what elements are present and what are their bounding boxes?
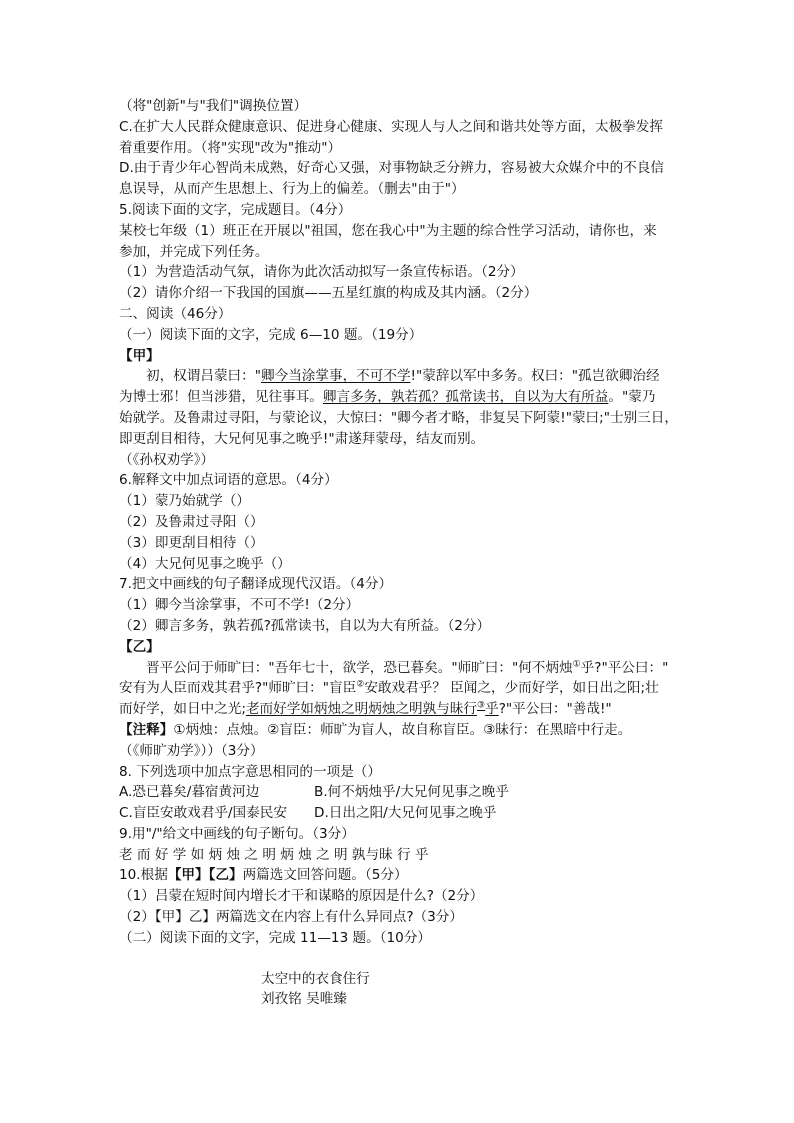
question-8-options [119,803,694,824]
passage-text: 安有为人臣而戏其君乎?"师旷曰："盲臣 [119,680,357,697]
document-page [119,96,694,1010]
question-text: 10.根据 [119,867,168,884]
text-line: 着重要作用。（将"实现"改为"推动"） [119,139,342,156]
passage-jia-line: 即更刮目相待，大兄何见事之晚乎!"肃遂拜蒙母，结友而别。 [119,430,485,447]
footnote-marker: ② [356,679,365,690]
text-line: 某校七年级（1）班正在开展以"祖国，您在我心中"为主题的综合性学习活动，请你也，来 [119,222,657,239]
question-5-task-2: （2）请你介绍一下我国的国旗——五星红旗的构成及其内涵。（2分） [119,285,538,302]
question-10-heading [119,865,694,886]
question-7-heading: 7.把文中画线的句子翻译成现代汉语。（4分） [119,576,393,593]
text-line: 息误导，从而产生思想上、行为上的偏差。（删去"由于"） [119,181,465,198]
underlined-sentence: 老而好学如炳烛之明炳烛之明孰与昧行 [245,701,478,718]
option-d: D.日出之阳/大兄何见事之晚乎 [314,805,497,822]
passage-text: 安敢戏君乎？ 臣闻之，少而好学，如日出之阳;壮 [364,680,659,697]
passage-jia-line [119,387,694,408]
passage-source: （《师旷劝学》））（3分） [119,742,264,759]
subsection-heading: （一）阅读下面的文字，完成 6—10 题。（19分） [119,326,423,343]
underlined-sentence: 乎 [485,701,499,718]
underlined-sentence: 卿今当涂掌事，不可不学 [261,368,411,385]
question-6-item: （3）即更刮目相待（） [119,534,264,551]
footnote-marker: ③ [477,700,486,711]
passage-yi-line [119,658,694,679]
underlined-sentence: 卿言多务，孰若孤？孤常读书，自以为大有所益 [322,389,609,406]
passage-text: ?"平公曰："善哉!" [498,701,612,718]
passage-jia-line [119,366,694,387]
question-text: 【甲】【乙】 [167,867,243,884]
passage-text: 而好学，如日中之光; [119,701,246,718]
question-9-sentence: 老 而 好 学 如 炳 烛 之 明 炳 烛 之 明 孰与昧 行 乎 [119,846,429,863]
question-9-heading: 9.用"/"给文中画线的句子断句。（3分） [119,825,355,842]
subsection-heading: （二）阅读下面的文字，完成 11—13 题。（10分） [119,929,432,946]
option-c: C.盲臣安敢戏君乎/国泰民安 [119,805,287,822]
passage-jia-line: 始就学。及鲁肃过寻阳，与蒙论议，大惊曰："卿今者才略，非复吴下阿蒙!"蒙曰;"士别三日， [119,409,678,426]
passage-text: 乎?"平公曰：" [580,659,669,676]
passage-text: 晋平公问于师旷曰："吾年七十，欲学，恐已暮矣。"师旷曰："何不炳烛 [146,659,573,676]
question-8-heading: 8. 下列选项中加点字意思相同的一项是（） [119,763,381,780]
passage-text: 。"蒙乃 [608,389,656,406]
passage-yi-line [119,678,694,699]
footnote-marker: ① [572,658,581,669]
passage-text: !"蒙辞以军中多务。权曰："孤岂欲卿治经 [410,368,660,385]
annotation-line [119,720,694,741]
question-5-task-1: （1）为营造活动气氛，请你为此次活动拟写一条宣传标语。（2分） [119,264,524,281]
text-line: D.由于青少年心智尚未成熟，好奇心又强，对事物缺乏分辨力，容易被大众媒介中的不良信 [119,160,664,177]
question-6-heading: 6.解释文中加点词语的意思。（4分） [119,472,338,489]
text-line: C.在扩大人民群众健康意识、促进身心健康、实现人与人之间和谐共处等方面，太极拳发挥 [119,118,663,135]
passage-yi-label: 【乙】 [119,638,160,655]
question-5-heading: 5.阅读下面的文字，完成题目。（4分） [119,201,352,218]
question-10-item: （1）吕蒙在短时间内增长才干和谋略的原因是什么?（2分） [119,888,484,905]
article-author: 刘孜铭 吴唯臻 [261,991,347,1008]
text-line: （将"创新"与"我们"调换位置） [119,98,308,114]
article-title: 太空中的衣食住行 [261,970,370,987]
question-6-item: （4）大兄何见事之晚乎（） [119,555,291,572]
passage-jia-label: 【甲】 [119,347,160,364]
option-a: A.恐已暮矣/暮宿黄河边 [119,784,260,801]
question-7-item: （1）卿今当涂掌事，不可不学!（2分） [119,597,360,614]
section-heading-reading: 二、阅读（46分） [119,305,232,322]
question-10-item: （2）【甲】乙】两篇选文在内容上有什么异同点?（3分） [119,909,463,926]
text-line: 参加，并完成下列任务。 [119,243,269,260]
question-7-item: （2）卿言多务，孰若孤?孤常读书，自以为大有所益。（2分） [119,617,491,634]
passage-source: （《孙权劝学》） [119,451,215,468]
passage-text: 初，权谓吕蒙曰：" [146,368,262,385]
passage-yi-line [119,699,694,720]
option-b: B.何不炳烛乎/大兄何见事之晚乎 [314,784,509,801]
question-6-item: （2）及鲁肃过寻阳（） [119,513,264,530]
question-8-options [119,782,694,803]
passage-text: 为博士邪！但当涉猎，见往事耳。 [119,389,323,406]
annotation-text: ①炳烛：点烛。②盲臣：师旷为盲人，故自称盲臣。③昧行：在黑暗中行走。 [173,721,632,738]
question-text: 两篇选文回答问题。（5分） [242,867,408,884]
annotation-label: 【注释】 [119,721,174,738]
question-6-item: （1）蒙乃始就学（） [119,493,250,510]
